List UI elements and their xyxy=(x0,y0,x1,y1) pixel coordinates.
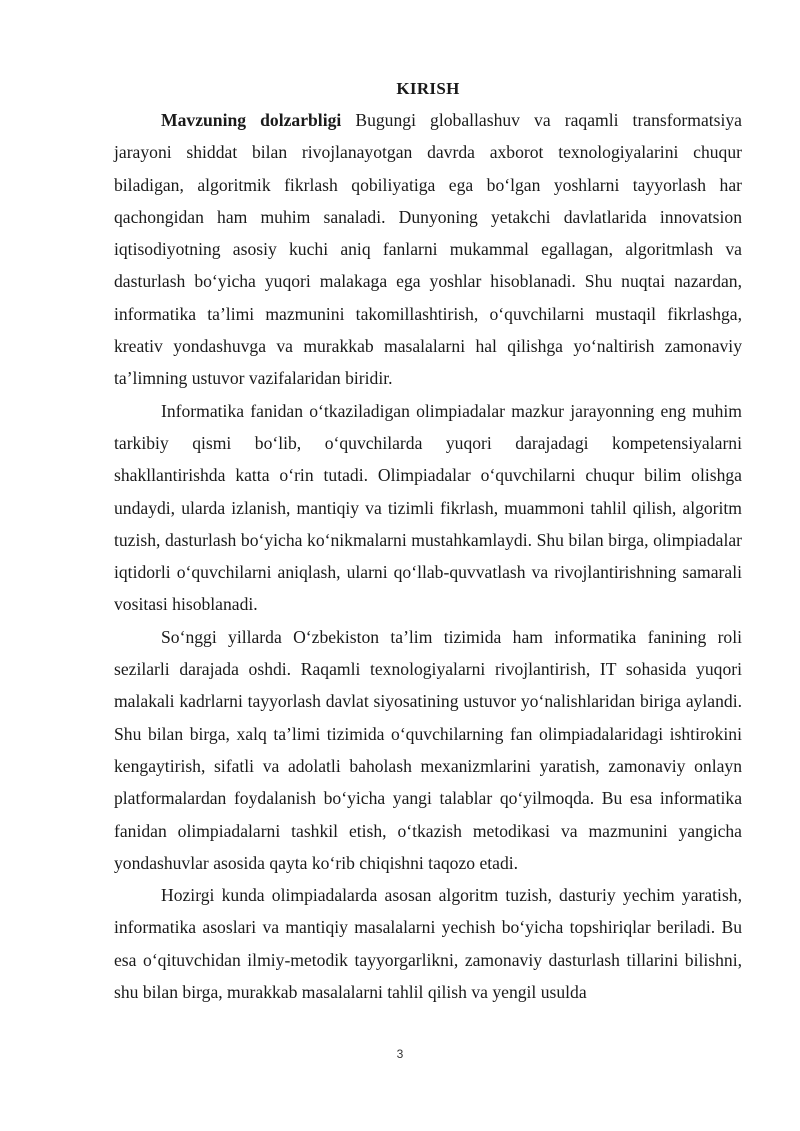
paragraph-text: Hozirgi kunda olimpiadalarda asosan algoritm tuzish, dasturiy yechim yaratish, informatika asoslari va mantiqiy masalalarni yechish bo‘yicha topshiriqlar beriladi. Bu esa o‘qituvchidan ilmiy-metodik tayyorgarlikni, zamonaviy dasturlash tillarini bilishni, shu bilan birga, murakkab masalalarni tahlil qilish va yengil usulda xyxy=(114,885,742,1003)
paragraph-text: Bugungi globallashuv va raqamli transformatsiya jarayoni shiddat bilan rivojlanayotgan davrda axborot texnologiyalarini chuqur biladigan, algoritmik fikrlash qobiliyatiga ega bo‘lgan yoshlarni tayyorlash har qachongidan ham muhim sanaladi. Dunyoning yetakchi davlatlarida innovatsion iqtisodiyotning asosiy kuchi aniq fanlarni mukammal egallagan, algoritmlash va dasturlash bo‘yicha yuqori malakaga ega yoshlar hisoblanadi. Shu nuqtai nazardan, informatika ta’limi mazmunini takomillashtirish, o‘quvchilarni mustaqil fikrlashga, kreativ yondashuvga va murakkab masalalarni hal qilishga yo‘naltirish zamonaviy ta’limning ustuvor vazifalaridan biridir. xyxy=(114,110,742,389)
paragraph-text: So‘nggi yillarda O‘zbekiston ta’lim tizimida ham informatika fanining roli sezilarli darajada oshdi. Raqamli texnologiyalarni rivojlantirish, IT sohasida yuqori malakali kadrlarni tayyorlash davlat siyosatining ustuvor yo‘nalishlaridan biriga aylandi. Shu bilan birga, xalq ta’limi tizimida o‘quvchilarning fan olimpiadalaridagi ishtirokini kengaytirish, sifatli va adolatli baholash mexanizmlarini yaratish, zamonaviy onlayn platformalardan foydalanish bo‘yicha yangi talablar qo‘yilmoqda. Bu esa informatika fanidan olimpiadalarni tashkil etish, o‘tkazish metodikasi va mazmunini yangicha yondashuvlar asosida qayta ko‘rib chiqishni taqozo etadi. xyxy=(114,626,742,873)
section-title: KIRISH xyxy=(396,79,460,98)
paragraph-uzbekistan xyxy=(114,621,742,879)
paragraph-olympiads xyxy=(114,395,742,621)
paragraph-text: Informatika fanidan o‘tkaziladigan olimpiadalar mazkur jarayonning eng muhim tarkibiy qismi bo‘lib, o‘quvchilarda yuqori darajadagi kompetensiyalarni shakllantirishda katta o‘rin tutadi. Olimpiadalar o‘quvchilarni chuqur bilim olishga undaydi, ularda izlanish, mantiqiy va tizimli fikrlash, muammoni tahlil qilish, algoritm tuzish, dasturlash bo‘yicha ko‘nikmalarni mustahkamlaydi. Shu bilan birga, olimpiadalar iqtidorli o‘quvchilarni aniqlash, ularni qo‘llab-quvvatlash va rivojlantirishning samarali vositasi hisoblanadi. xyxy=(114,400,742,615)
page-number: 3 xyxy=(396,1047,404,1061)
paragraph-relevance xyxy=(114,104,742,395)
paragraph-lead: Mavzuning dolzarbligi xyxy=(161,110,342,130)
page-content xyxy=(114,74,742,1008)
paragraph-current-state xyxy=(114,879,742,1008)
